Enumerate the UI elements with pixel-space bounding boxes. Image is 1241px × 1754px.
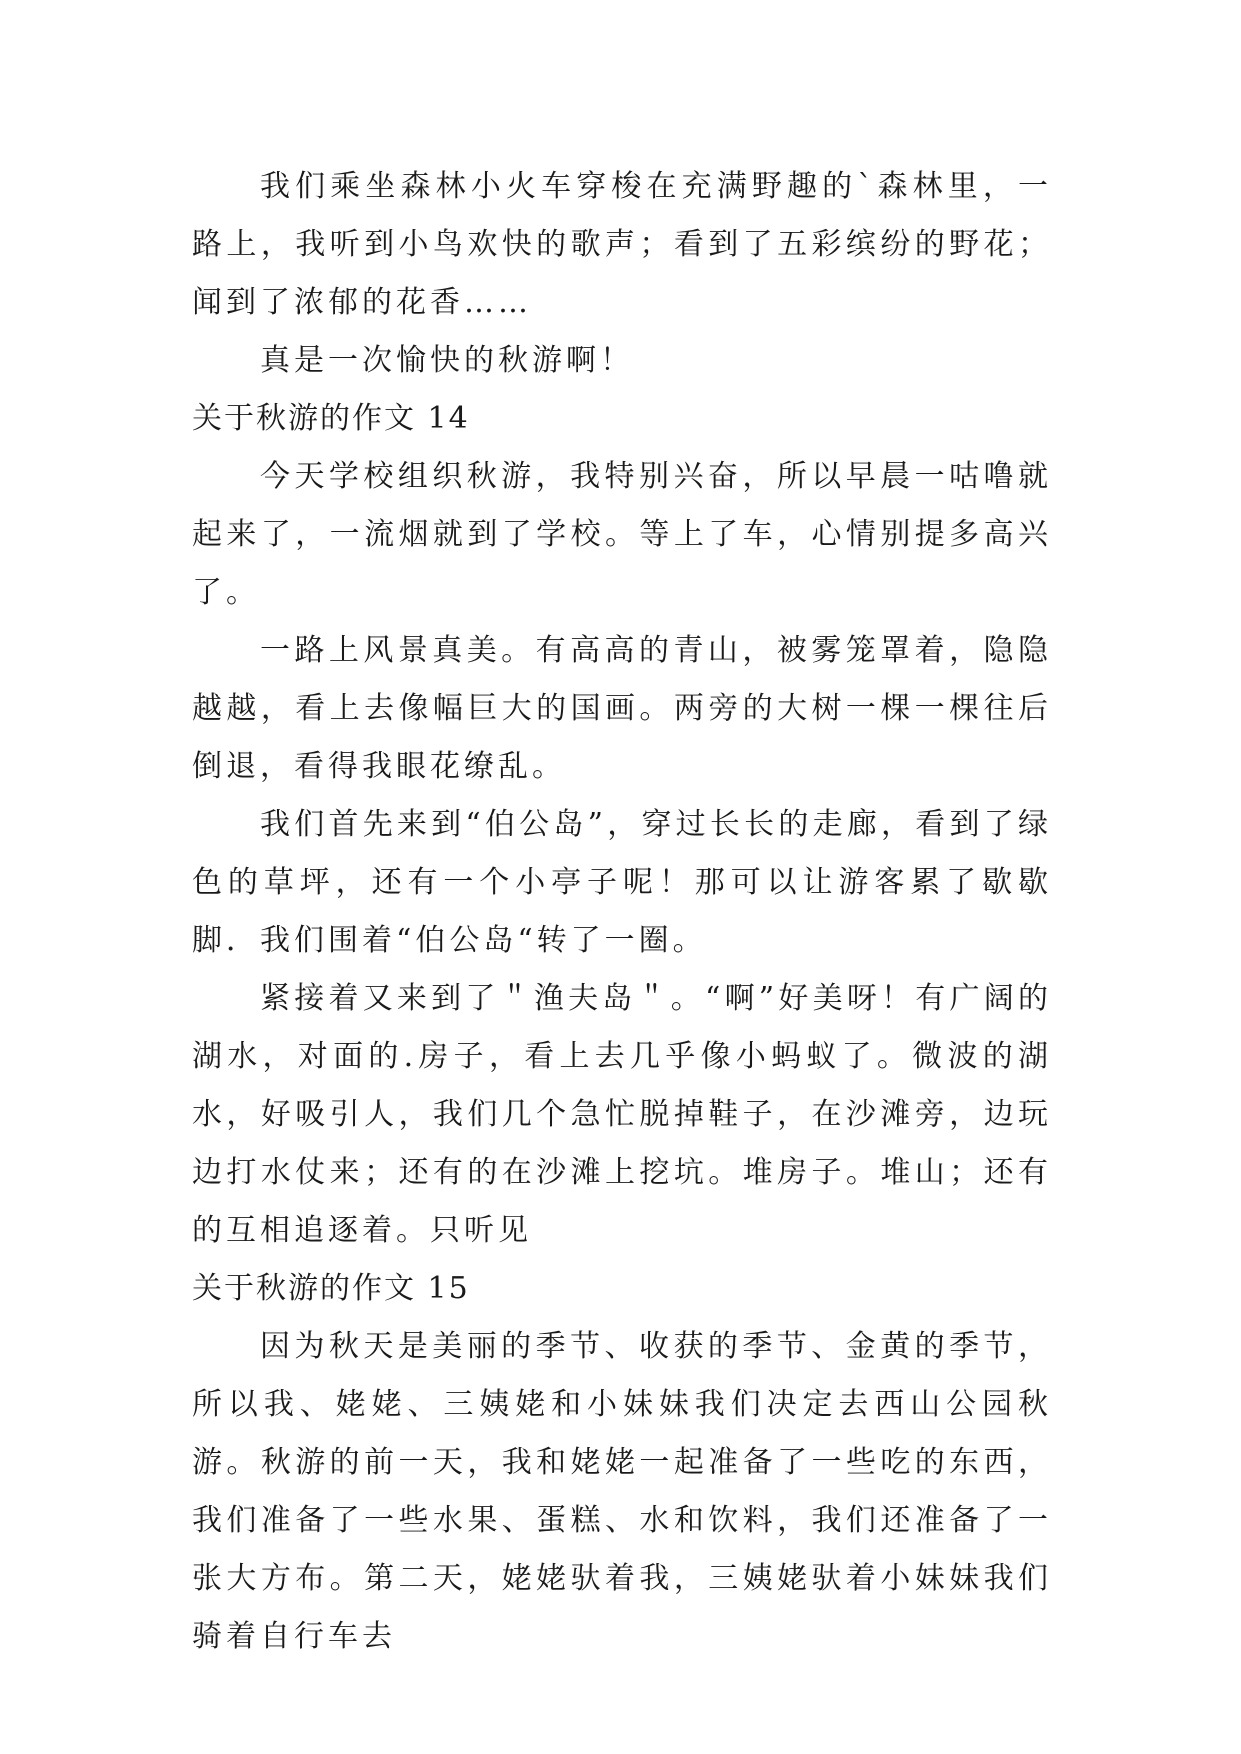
section-heading: 关于秋游的作文 14 [192, 401, 470, 436]
section-heading: 关于秋游的作文 15 [192, 1271, 470, 1306]
paragraph: 一路上风景真美。有高高的青山，被雾笼罩着，隐隐越越，看上去像幅巨大的国画。两旁的大树一棵一棵往后倒退，看得我眼花缭乱。 [192, 633, 1052, 784]
paragraph: 我们乘坐森林小火车穿梭在充满野趣的`森林里，一路上，我听到小鸟欢快的歌声；看到了五彩缤纷的野花；闻到了浓郁的花香…… [192, 169, 1052, 320]
paragraph: 今天学校组织秋游，我特别兴奋，所以早晨一咕噜就起来了，一流烟就到了学校。等上了车，心情别提多高兴了。 [192, 459, 1052, 610]
paragraph: 我们首先来到“伯公岛”，穿过长长的走廊，看到了绿色的草坪，还有一个小亭子呢！那可以让游客累了歇歇脚．我们围着“伯公岛“转了一圈。 [192, 807, 1052, 958]
paragraph: 真是一次愉快的秋游啊！ [260, 343, 634, 378]
paragraph: 紧接着又来到了＂渔夫岛＂。“啊”好美呀！有广阔的湖水，对面的.房子，看上去几乎像小蚂蚁了。微波的湖水，好吸引人，我们几个急忙脱掉鞋子，在沙滩旁，边玩边打水仗来；还有的在沙滩上挖坑。堆房子。堆山；还有的互相追逐着。只听见 [192, 981, 1052, 1248]
document-body [192, 158, 1052, 1666]
paragraph: 因为秋天是美丽的季节、收获的季节、金黄的季节，所以我、姥姥、三姨姥和小妹妹我们决定去西山公园秋游。秋游的前一天，我和姥姥一起准备了一些吃的东西，我们准备了一些水果、蛋糕、水和饮料，我们还准备了一张大方布。第二天，姥姥驮着我，三姨姥驮着小妹妹我们骑着自行车去 [192, 1329, 1052, 1654]
